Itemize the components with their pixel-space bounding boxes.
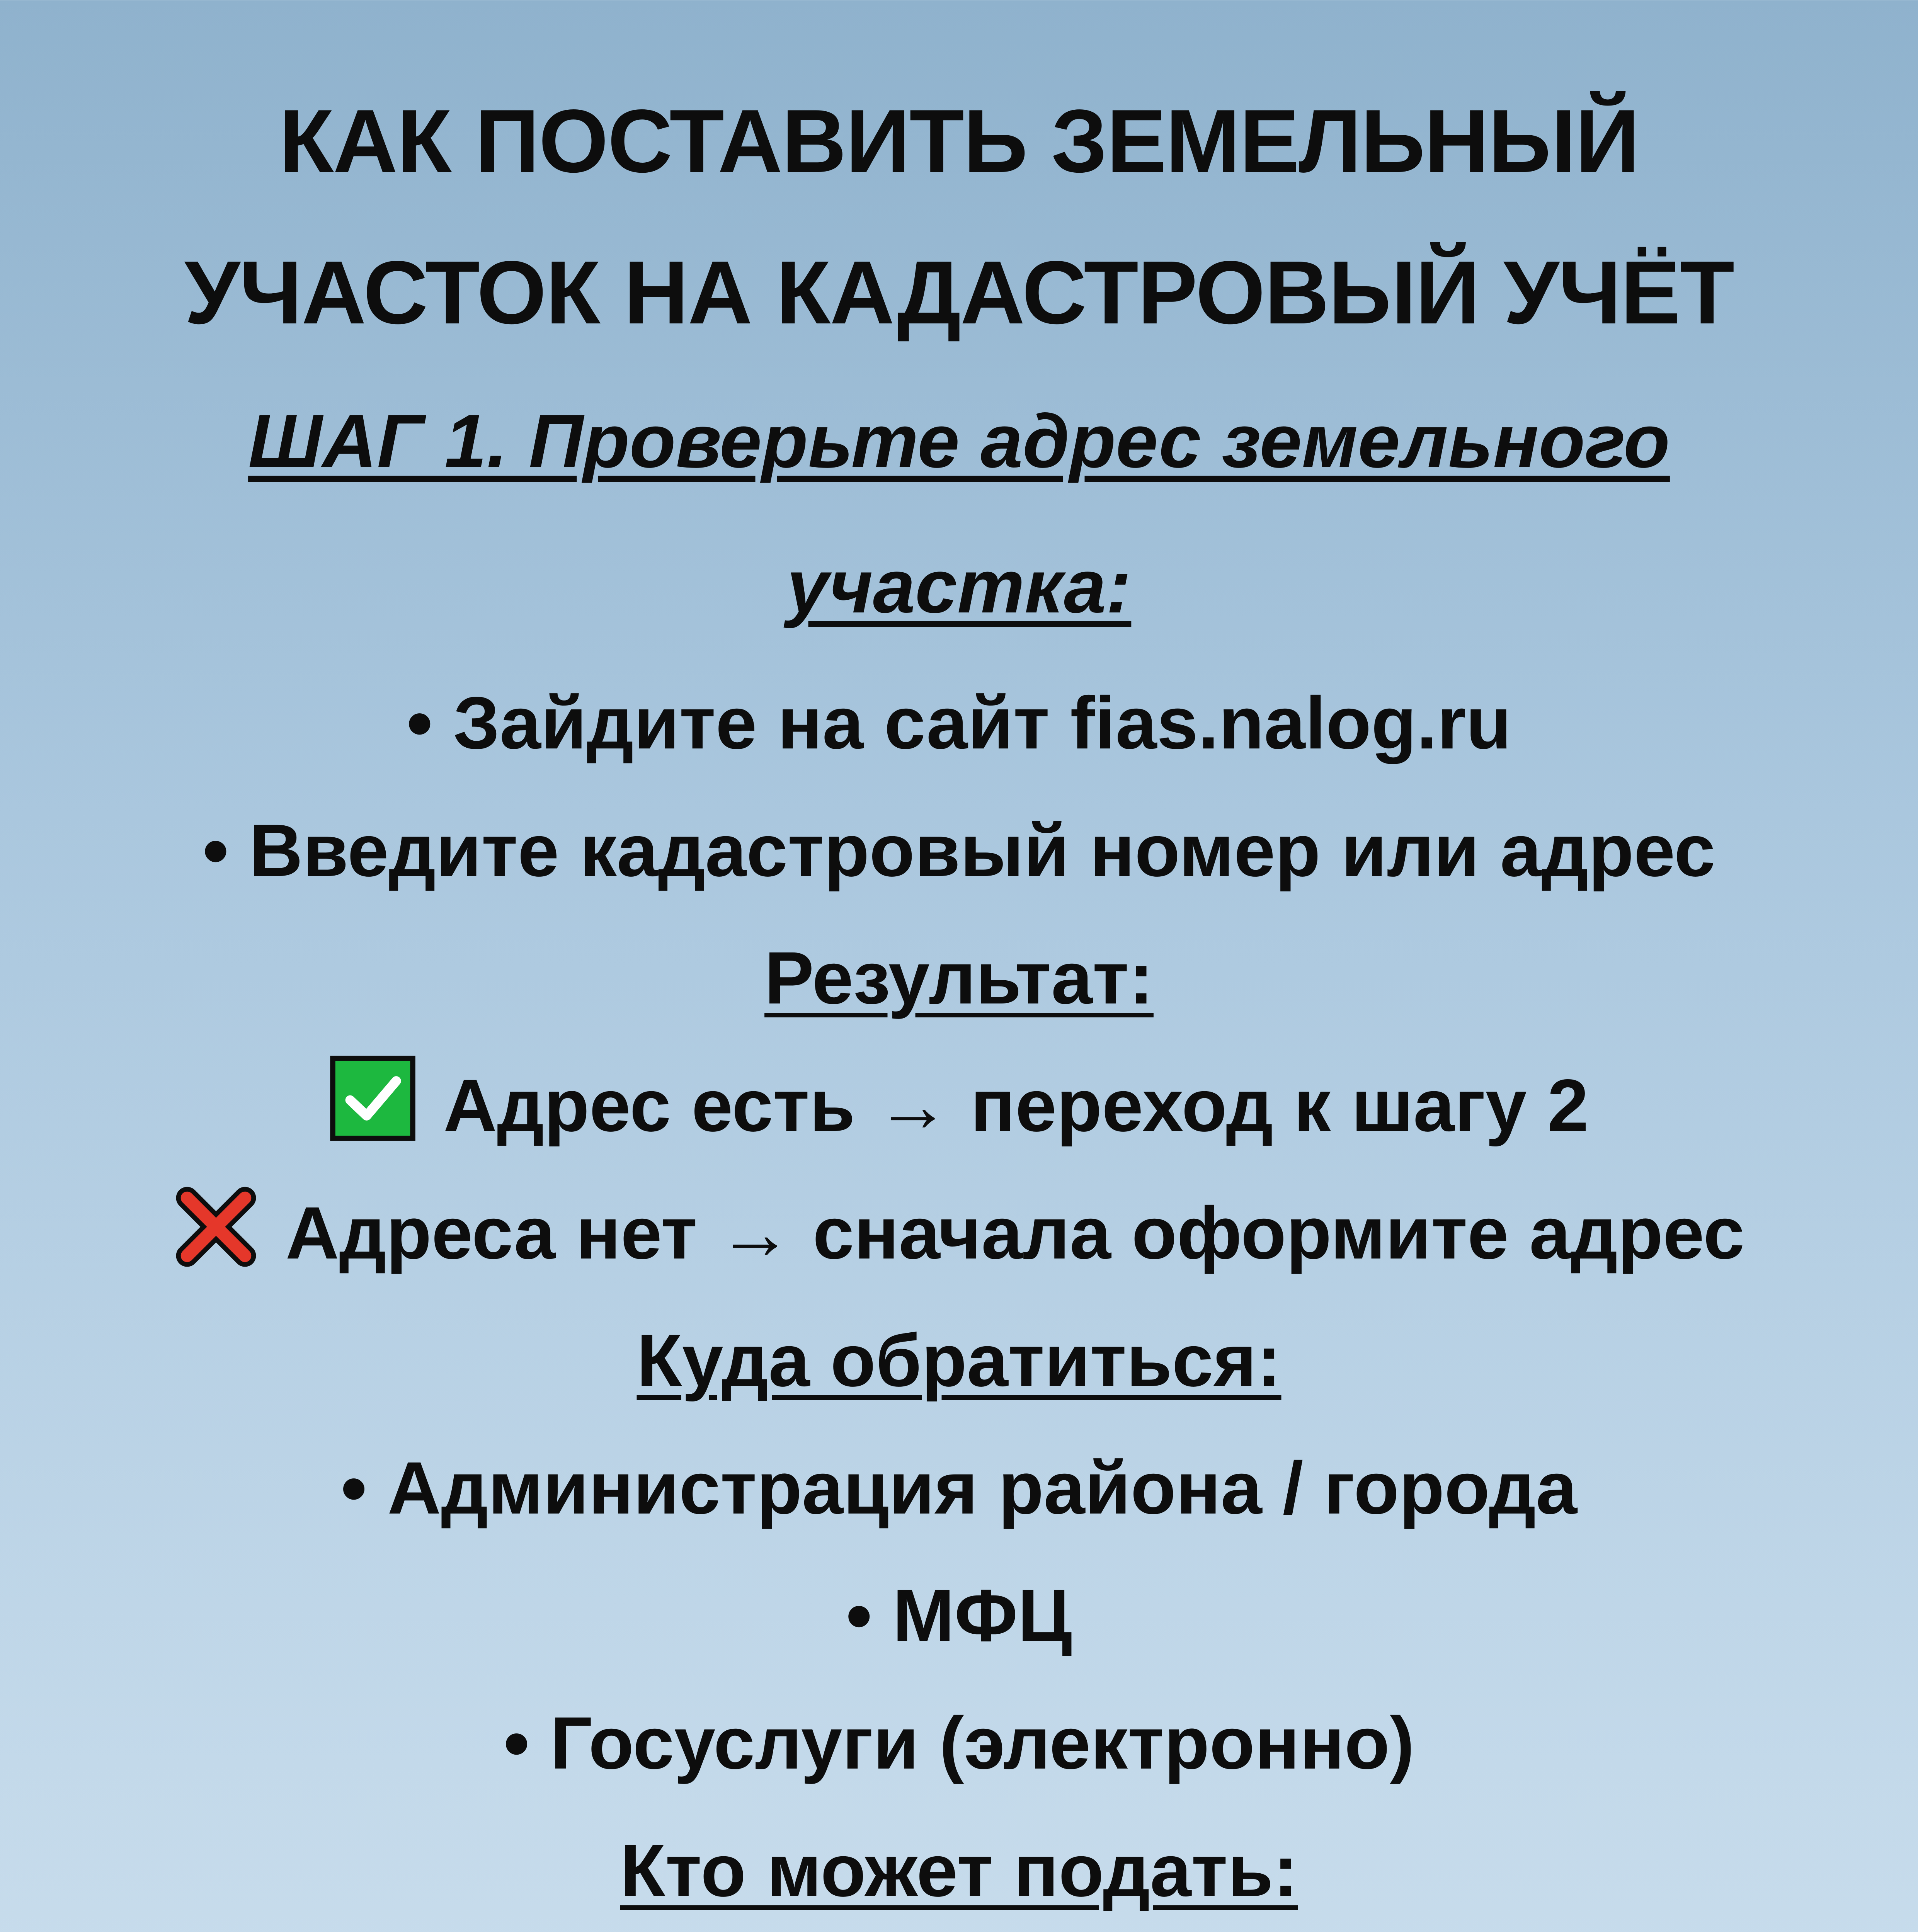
instruction-item: • Введите кадастровый номер или адрес [203,809,1715,892]
result-heading-text: Результат: [764,936,1154,1019]
where-heading-text: Куда обратиться: [636,1319,1282,1402]
step-heading: ШАГ 1. Проверьте адрес земельного участка: [248,399,1670,629]
where-item: • МФЦ [846,1574,1072,1657]
result-yes-line [0,1042,1918,1169]
cross-mark-icon [174,1184,259,1269]
result-no-text: Адреса нет → сначала оформите адрес [285,1191,1745,1274]
result-yes-text: Адрес есть → переход к шагу 2 [443,1064,1589,1147]
title-line-1: КАК ПОСТАВИТЬ ЗЕМЕЛЬНЫЙ [279,91,1639,191]
where-item: • Администрация района / города [340,1446,1578,1529]
where-section-heading [0,1297,1918,1424]
title-line-2: УЧАСТОК НА КАДАСТРОВЫЙ УЧЁТ [184,243,1734,343]
check-mark-icon [329,1055,416,1142]
result-section-heading [0,914,1918,1042]
who-heading-text: Кто может подать: [620,1829,1298,1912]
who-section-heading [0,1807,1918,1932]
where-item: • Госуслуги (электронно) [504,1701,1414,1784]
page-title [0,66,1918,369]
instruction-item: • Зайдите на сайт fias.nalog.ru [407,681,1511,764]
result-no-line [0,1169,1918,1297]
